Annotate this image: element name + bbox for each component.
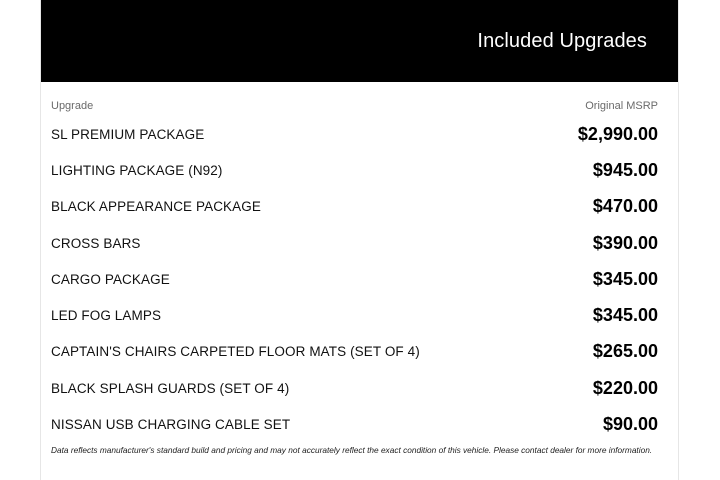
upgrade-name: LED FOG LAMPS — [51, 308, 162, 324]
upgrade-price: $345.00 — [592, 268, 658, 289]
upgrade-price: $470.00 — [592, 196, 658, 217]
disclaimer-text: Data reflects manufacturer's standard build and pricing and may not accurately reflect the exact condition of this vehicle. Please contact dealer for more information. — [51, 445, 653, 455]
table-row — [51, 261, 658, 297]
table-row — [51, 225, 658, 261]
table-row — [51, 334, 658, 370]
upgrade-name: BLACK APPEARANCE PACKAGE — [51, 199, 261, 215]
table-row — [51, 297, 658, 333]
upgrade-price: $90.00 — [602, 414, 658, 435]
upgrade-name: SL PREMIUM PACKAGE — [51, 126, 205, 142]
upgrade-price: $945.00 — [592, 159, 658, 180]
table-row — [51, 406, 658, 442]
table-row — [51, 152, 658, 188]
upgrade-price: $345.00 — [592, 305, 658, 326]
upgrade-name: CARGO PACKAGE — [51, 271, 170, 287]
upgrades-table — [51, 96, 658, 443]
table-row — [51, 116, 658, 152]
column-header-msrp: Original MSRP — [585, 100, 658, 112]
upgrade-price: $220.00 — [592, 377, 658, 398]
column-header-upgrade: Upgrade — [51, 100, 94, 112]
table-row — [51, 189, 658, 225]
upgrade-name: LIGHTING PACKAGE (N92) — [51, 162, 223, 178]
upgrade-price: $390.00 — [592, 232, 658, 253]
upgrade-price: $265.00 — [592, 341, 658, 362]
upgrades-card — [40, 0, 679, 480]
upgrades-header — [41, 0, 678, 82]
upgrade-name: CAPTAIN'S CHAIRS CARPETED FLOOR MATS (SET OF 4) — [51, 344, 420, 360]
upgrade-name: BLACK SPLASH GUARDS (SET OF 4) — [51, 380, 290, 396]
upgrades-title: Included Upgrades — [477, 30, 647, 52]
table-row — [51, 370, 658, 406]
upgrade-price: $2,990.00 — [577, 123, 658, 144]
upgrade-name: CROSS BARS — [51, 235, 141, 251]
upgrade-name: NISSAN USB CHARGING CABLE SET — [51, 417, 291, 433]
table-header — [51, 96, 658, 116]
